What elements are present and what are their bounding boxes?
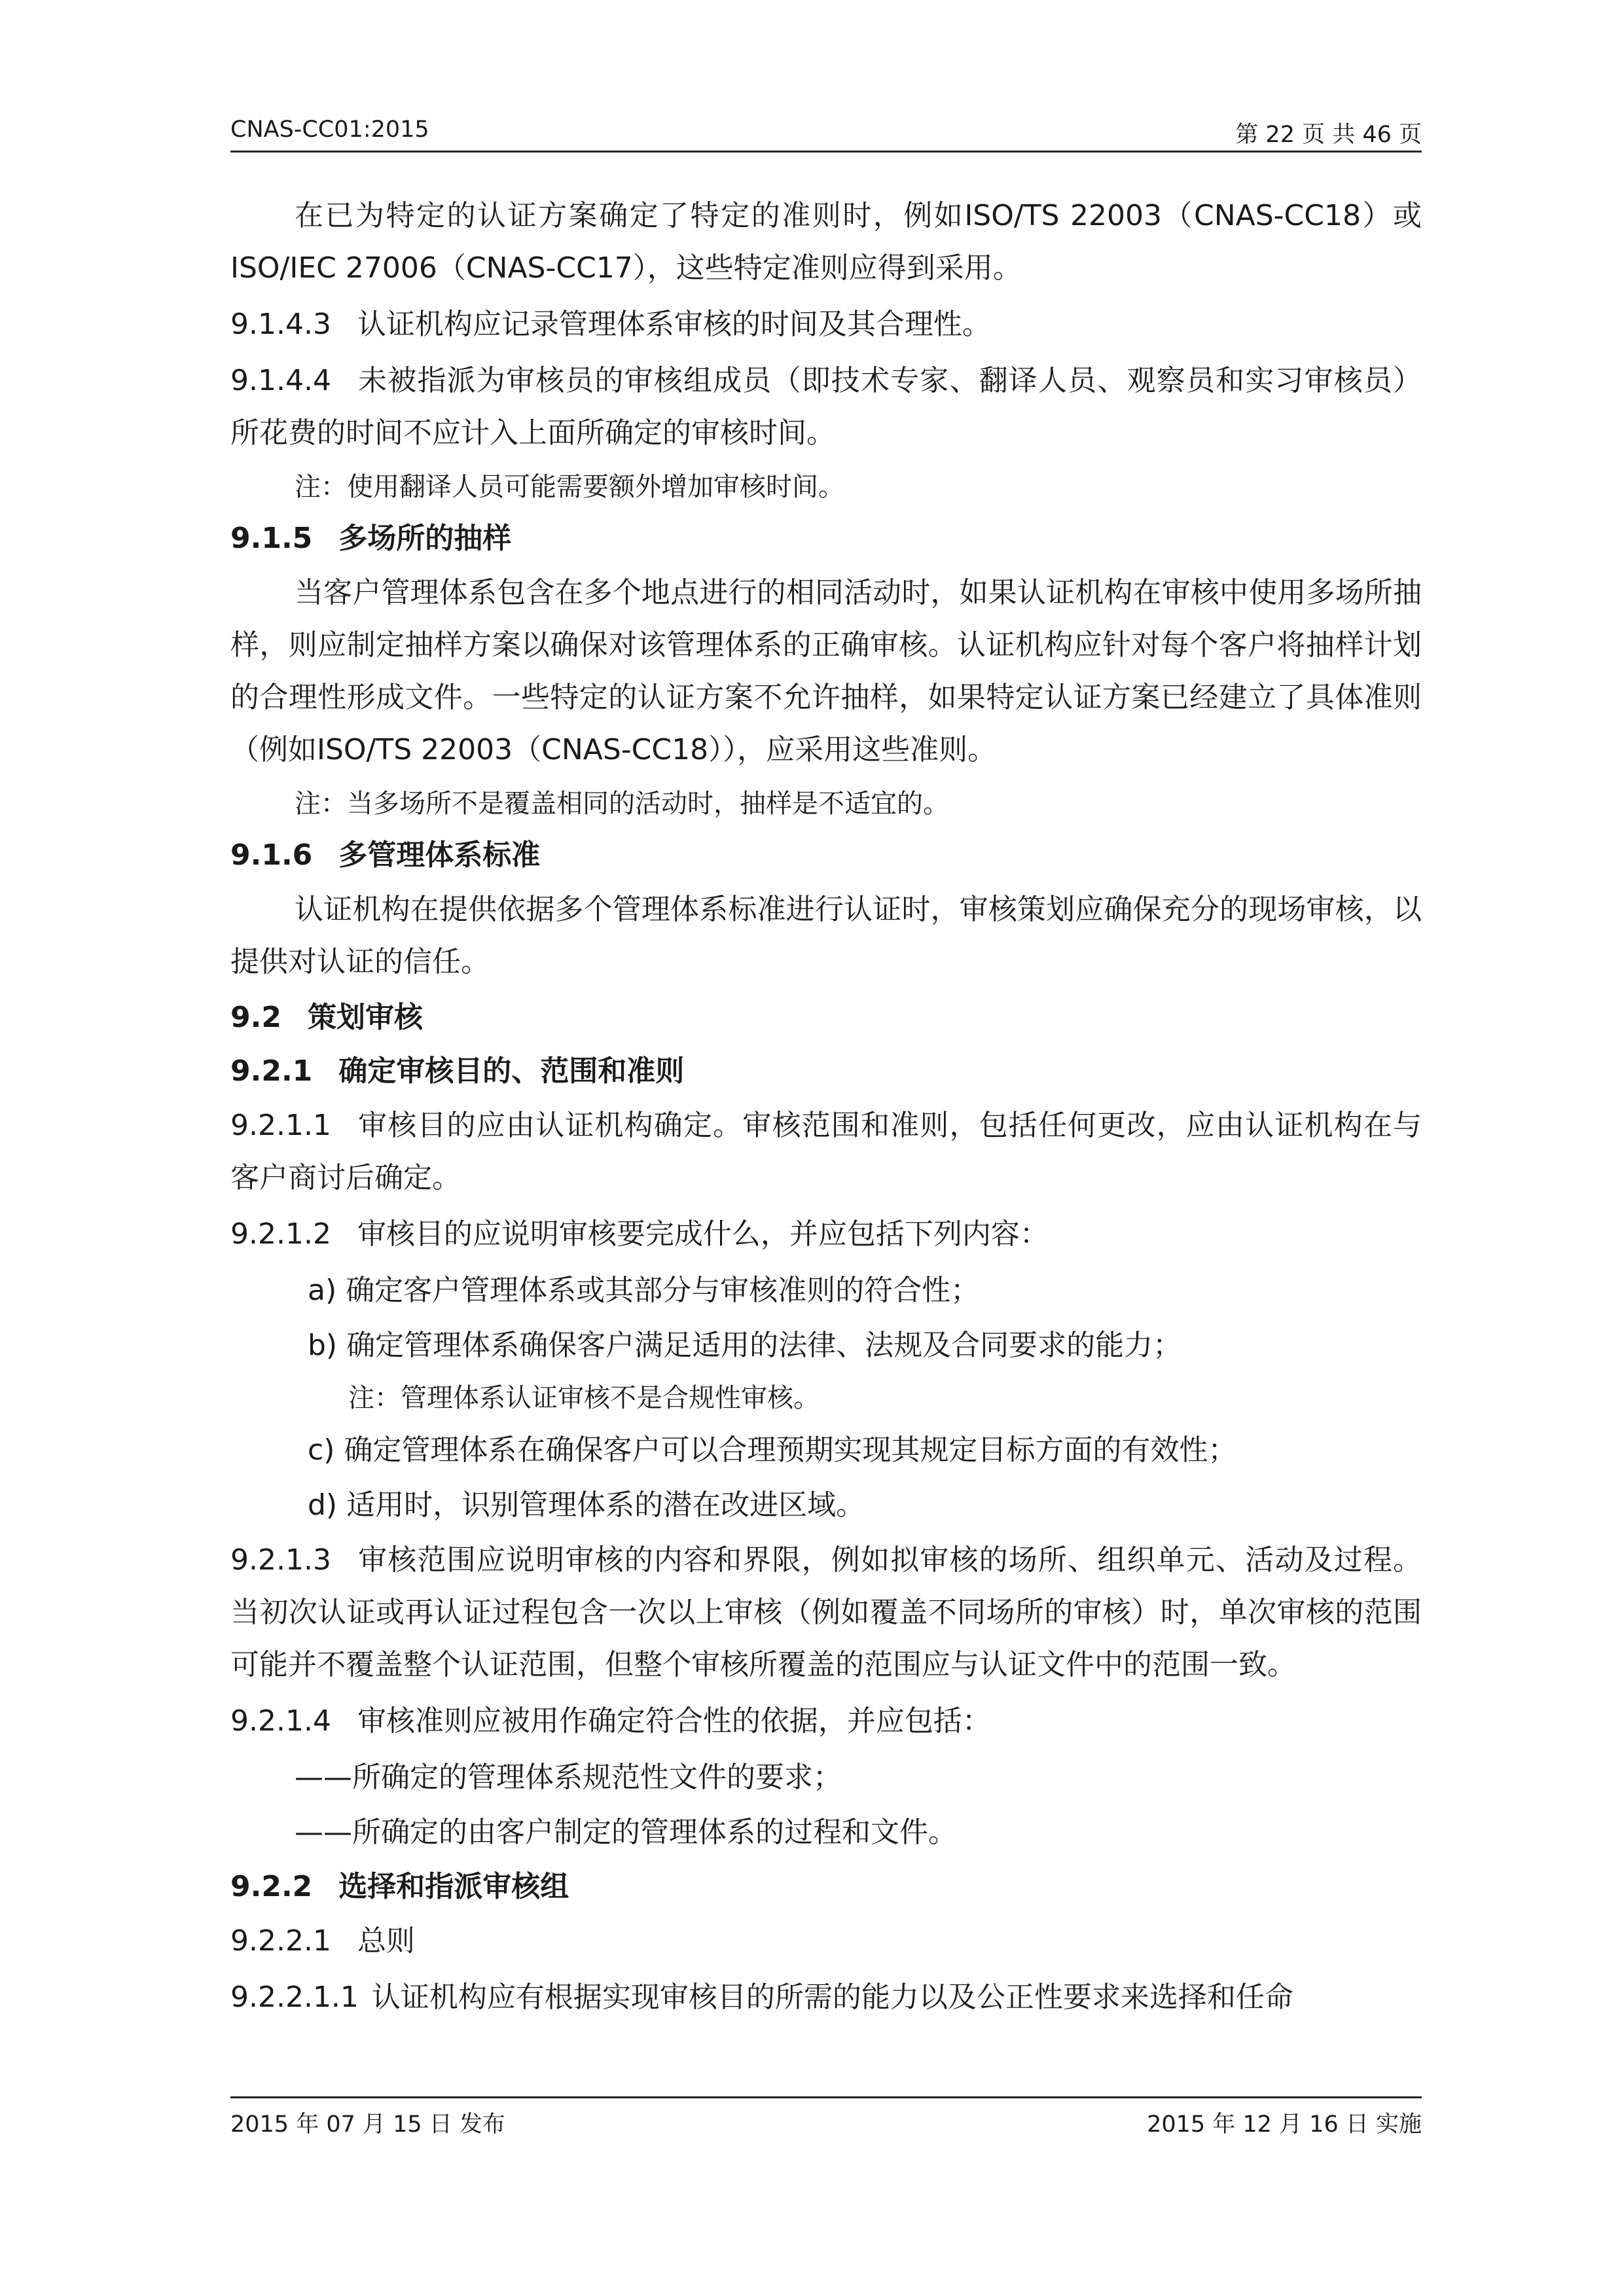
document-id: CNAS-CC01:2015 <box>230 117 429 143</box>
clause-text: 审核范围应说明审核的内容和界限，例如拟审核的场所、组织单元、活动及过程。当初次认证或再认证过程包含一次以上审核（例如覆盖不同场所的审核）时，单次审核的范围可能并不覆盖整个认证范围，但整个审核所覆盖的范围应与认证文件中的范围一致。 <box>230 1543 1422 1681</box>
clause-9-1-4-4 <box>230 355 1422 459</box>
section-number: 9.1.6 <box>230 838 313 872</box>
section-title: 多场所的抽样 <box>338 522 512 555</box>
clause-number: 9.2.2.1.1 <box>230 1981 359 2014</box>
clause-9-2-2-1-1 <box>230 1971 1422 2024</box>
list-item: c) 确定管理体系在确保客户可以合理预期实现其规定目标方面的有效性； <box>308 1433 1237 1467</box>
effective-date: 2015 年 12 月 16 日 实施 <box>1147 2111 1422 2138</box>
issue-date: 2015 年 07 月 15 日 发布 <box>230 2111 505 2138</box>
dash-list-item: ——所确定的由客户制定的管理体系的过程和文件。 <box>295 1816 957 1849</box>
paragraph: 当客户管理体系包含在多个地点进行的相同活动时，如果认证机构在审核中使用多场所抽样，则应制定抽样方案以确保对该管理体系的正确审核。认证机构应针对每个客户将抽样计划的合理性形成文件。一些特定的认证方案不允许抽样，如果特定认证方案已经建立了具体准则（例如ISO/TS 22003（CNAS-CC18）），应采用这些准则。 <box>230 576 1422 766</box>
clause-number: 9.1.4.4 <box>230 364 331 397</box>
section-heading-9-1-5 <box>230 513 1422 564</box>
clause-text: 审核目的应由认证机构确定。审核范围和准则，包括任何更改，应由认证机构在与客户商讨后确定。 <box>230 1109 1422 1194</box>
section-title: 确定审核目的、范围和准则 <box>338 1054 685 1088</box>
clause-text: 认证机构应记录管理体系审核的时间及其合理性。 <box>357 308 991 341</box>
section-number: 9.2.2 <box>230 1870 313 1903</box>
section-number: 9.2 <box>230 1001 281 1034</box>
section-title: 策划审核 <box>307 1001 423 1034</box>
clause-9-2-1-4 <box>230 1695 1422 1748</box>
section-heading-9-2-2 <box>230 1861 1422 1912</box>
section-heading-9-2 <box>230 992 1422 1043</box>
section-heading-9-1-6 <box>230 830 1422 881</box>
page-footer <box>230 2096 1422 2144</box>
page-header <box>230 113 1422 152</box>
section-number: 9.1.5 <box>230 522 313 555</box>
dash-list-item: ——所确定的管理体系规范性文件的要求； <box>295 1761 842 1794</box>
clause-9-2-1-3 <box>230 1534 1422 1691</box>
clause-9-2-1-1 <box>230 1100 1422 1204</box>
note: 注：使用翻译人员可能需要额外增加审核时间。 <box>295 472 844 502</box>
section-title: 选择和指派审核组 <box>338 1870 569 1903</box>
clause-9-2-2-1 <box>230 1915 1422 1967</box>
section-heading-9-2-1 <box>230 1046 1422 1097</box>
clause-number: 9.2.1.1 <box>230 1109 331 1142</box>
clause-text: 审核准则应被用作确定符合性的依据，并应包括： <box>357 1704 991 1738</box>
paragraph: 在已为特定的认证方案确定了特定的准则时，例如ISO/TS 22003（CNAS-CC18）或ISO/IEC 27006（CNAS-CC17），这些特定准则应得到采用。 <box>230 199 1422 285</box>
paragraph: 认证机构在提供依据多个管理体系标准进行认证时，审核策划应确保充分的现场审核，以提供对认证的信任。 <box>230 893 1422 978</box>
clause-text: 审核目的应说明审核要完成什么，并应包括下列内容： <box>357 1217 1049 1251</box>
clause-text: 认证机构应有根据实现审核目的所需的能力以及公正性要求来选择和任命 <box>371 1981 1293 2014</box>
clause-number: 9.2.1.4 <box>230 1704 331 1738</box>
section-number: 9.2.1 <box>230 1054 313 1088</box>
clause-text: 未被指派为审核员的审核组成员（即技术专家、翻译人员、观察员和实习审核员）所花费的时间不应计入上面所确定的审核时间。 <box>230 364 1422 450</box>
clause-9-2-1-2 <box>230 1208 1422 1261</box>
note: 注：管理体系认证审核不是合规性审核。 <box>348 1383 820 1413</box>
page-body <box>230 190 1422 2028</box>
clause-number: 9.2.2.1 <box>230 1924 331 1958</box>
note: 注：当多场所不是覆盖相同的活动时，抽样是不适宜的。 <box>295 789 949 819</box>
page-number: 第 22 页 共 46 页 <box>1235 122 1422 148</box>
clause-9-1-4-3 <box>230 298 1422 351</box>
list-item: a) 确定客户管理体系或其部分与审核准则的符合性； <box>308 1274 980 1307</box>
clause-text: 总则 <box>357 1924 415 1958</box>
clause-number: 9.2.1.2 <box>230 1217 331 1251</box>
clause-number: 9.2.1.3 <box>230 1543 331 1577</box>
clause-number: 9.1.4.3 <box>230 308 331 341</box>
list-item: b) 确定管理体系确保客户满足适用的法律、法规及合同要求的能力； <box>308 1329 1182 1362</box>
list-item: d) 适用时，识别管理体系的潜在改进区域。 <box>308 1488 865 1522</box>
section-title: 多管理体系标准 <box>338 838 541 872</box>
